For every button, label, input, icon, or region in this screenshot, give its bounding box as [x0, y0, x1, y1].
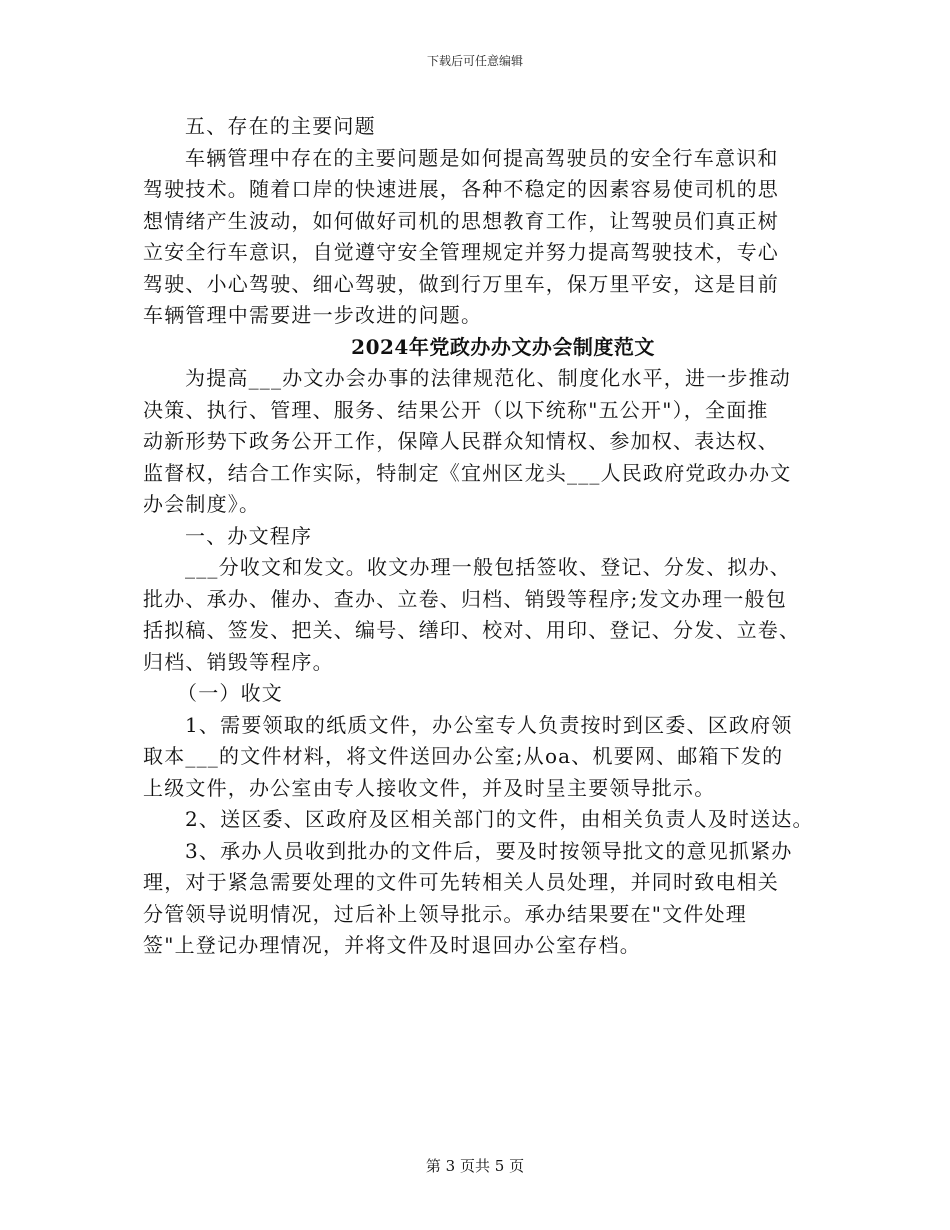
- paragraph-line: 想情绪产生波动，如何做好司机的思想教育工作，让驾驶员们真正树: [143, 208, 779, 233]
- paragraph-line: 驾驶技术。随着口岸的快速进展，各种不稳定的因素容易使司机的思: [143, 177, 779, 201]
- page-header: 下载后可任意编辑: [426, 54, 523, 68]
- paragraph-line: 3、承办人员收到批办的文件后，要及时按领导批文的意见抓紧办: [185, 838, 793, 863]
- paragraph-line: 动新形势下政务公开工作，保障人民群众知情权、参加权、表达权、: [143, 429, 779, 453]
- paragraph-line: 驾驶、小心驾驶、细心驾驶，做到行万里车，保万里平安，这是目前: [143, 271, 779, 296]
- paragraph-line: 归档、销毁等程序。: [143, 649, 334, 674]
- paragraph-line: 决策、执行、管理、服务、结果公开（以下统称"五公开"），全面推: [143, 397, 769, 422]
- paragraph-line: 批办、承办、催办、查办、立卷、归档、销毁等程序;发文办理一般包: [143, 586, 787, 611]
- paragraph-line: 2、送区委、区政府及区相关部门的文件，由相关负责人及时送达。: [185, 807, 814, 831]
- paragraph-line: 理，对于紧急需要处理的文件可先转相关人员处理，并同时致电相关: [143, 870, 779, 894]
- document-title: 2024年党政办办文办会制度范文: [351, 334, 655, 359]
- paragraph-line: 分管领导说明情况，过后补上领导批示。承办结果要在"文件处理: [143, 901, 747, 926]
- paragraph-line: 监督权，结合工作实际，特制定《宜州区龙头___人民政府党政办办文: [143, 460, 792, 485]
- section-heading-problems: 五、存在的主要问题: [185, 114, 376, 138]
- paragraph-line: 立安全行车意识，自觉遵守安全管理规定并努力提高驾驶技术，专心: [143, 240, 779, 264]
- section-heading-procedure: 一、办文程序: [185, 523, 313, 548]
- paragraph-line: 办会制度》。: [143, 492, 261, 516]
- paragraph-line: 上级文件，办公室由专人接收文件，并及时呈主要领导批示。: [143, 775, 716, 800]
- paragraph-line: 车辆管理中存在的主要问题是如何提高驾驶员的安全行车意识和: [185, 145, 779, 170]
- subsection-heading-receiving: （一）收文: [177, 681, 283, 705]
- page-number: 第 3 页共 5 页: [425, 1157, 525, 1175]
- paragraph-line: 签"上登记办理情况，并将文件及时退回办公室存档。: [143, 933, 641, 957]
- paragraph-line: 为提高___办文办会办事的法律规范化、制度化水平，进一步推动: [185, 366, 791, 390]
- paragraph-line: ___分收文和发文。收文办理一般包括签收、登记、分发、拟办、: [185, 555, 791, 579]
- document-body: [143, 111, 823, 962]
- paragraph-line: 取本___的文件材料，将文件送回办公室;从oa、机要网、邮箱下发的: [143, 744, 784, 768]
- paragraph-line: 1、需要领取的纸质文件，办公室专人负责按时到区委、区政府领: [185, 712, 793, 737]
- paragraph-line: 括拟稿、签发、把关、编号、缮印、校对、用印、登记、分发、立卷、: [143, 618, 801, 642]
- paragraph-line: 车辆管理中需要进一步改进的问题。: [143, 303, 483, 327]
